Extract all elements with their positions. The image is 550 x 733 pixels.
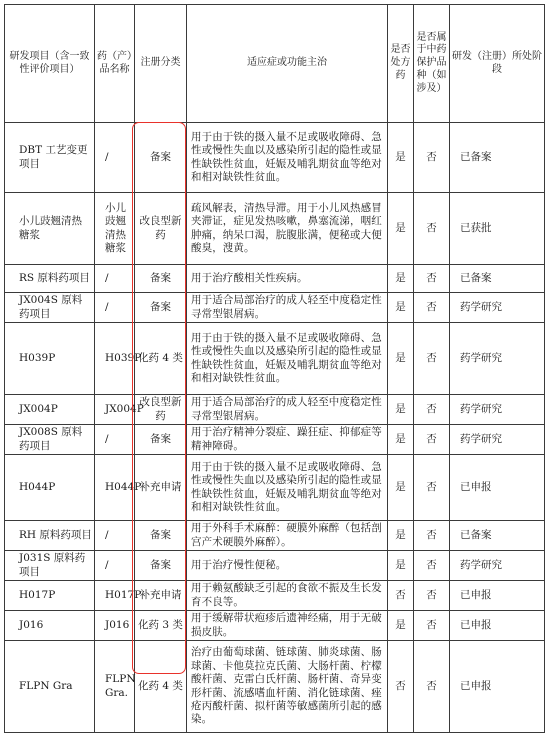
cell-stage: 已申报	[450, 455, 545, 521]
cell-indication: 用于由于铁的摄入量不足或吸收障碍、急性或慢性失血以及感染所引起的隐性或显性缺铁性贫血，妊娠及哺乳期贫血等绝对和相对缺铁性贫血。	[187, 323, 388, 395]
cell-tcm-protection: 否	[414, 395, 450, 425]
cell-product-name: /	[95, 265, 135, 293]
cell-prescription: 是	[388, 395, 414, 425]
cell-indication: 用于由于铁的摄入量不足或吸收障碍、急性或慢性失血以及感染所引起的隐性或显性缺铁性贫血，妊娠及哺乳期贫血等绝对和相对缺铁性贫血。	[187, 455, 388, 521]
cell-tcm-protection: 否	[414, 641, 450, 733]
table-row	[5, 265, 545, 293]
cell-product-name: FLPN Gra.	[95, 641, 135, 733]
cell-prescription: 是	[388, 521, 414, 551]
cell-prescription: 是	[388, 551, 414, 581]
table-row	[5, 455, 545, 521]
cell-prescription: 是	[388, 123, 414, 193]
cell-tcm-protection: 否	[414, 265, 450, 293]
cell-product-name: H039P	[95, 323, 135, 395]
table-body	[5, 123, 545, 733]
cell-product-name: H044P	[95, 455, 135, 521]
cell-indication: 疏风解表，清热导滞。用于小儿风热感冒夹滞证，症见发热咳嗽，鼻塞流涕，咽红肿痛，纳呆口渴，脘腹胀满，便秘或大便酸臭，溲黄。	[187, 193, 388, 265]
cell-indication: 用于外科手术麻醉：硬膜外麻醉（包括剖宫产术硬膜外麻醉）。	[187, 521, 388, 551]
table-row	[5, 425, 545, 455]
cell-indication: 用于由于铁的摄入量不足或吸收障碍、急性或慢性失血以及感染所引起的隐性或显性缺铁性贫血，妊娠及哺乳期贫血等绝对和相对缺铁性贫血。	[187, 123, 388, 193]
cell-tcm-protection: 否	[414, 521, 450, 551]
header-rd-stage: 研发（注册）所处阶段	[450, 5, 545, 123]
cell-stage: 药学研究	[450, 293, 545, 323]
cell-prescription: 是	[388, 293, 414, 323]
cell-indication: 用于适合局部治疗的成人轻至中度稳定性寻常型银屑病。	[187, 395, 388, 425]
header-product-name: 药（产）品名称	[95, 5, 135, 123]
cell-stage: 已获批	[450, 193, 545, 265]
cell-tcm-protection: 否	[414, 193, 450, 265]
cell-product-name: /	[95, 425, 135, 455]
cell-tcm-protection: 否	[414, 455, 450, 521]
table-row	[5, 123, 545, 193]
cell-project: FLPN Gra	[5, 641, 95, 733]
rd-project-table	[4, 4, 545, 733]
cell-project: H039P	[5, 323, 95, 395]
cell-project: J016	[5, 611, 95, 641]
cell-project: DBT 工艺变更项目	[5, 123, 95, 193]
cell-stage: 已备案	[450, 265, 545, 293]
cell-indication: 用于适合局部治疗的成人轻至中度稳定性寻常型银屑病。	[187, 293, 388, 323]
header-indication: 适应症或功能主治	[187, 5, 388, 123]
cell-category: 备案	[135, 521, 187, 551]
table-row	[5, 395, 545, 425]
table-row	[5, 521, 545, 551]
cell-project: 小儿豉翘清热糖浆	[5, 193, 95, 265]
cell-product-name: /	[95, 551, 135, 581]
table-row	[5, 581, 545, 611]
cell-product-name: /	[95, 521, 135, 551]
cell-category: 备案	[135, 293, 187, 323]
cell-indication: 治疗由葡萄球菌、链球菌、肺炎球菌、肠球菌、卡他莫拉克氏菌、大肠杆菌、柠檬酸杆菌、克雷白氏杆菌、肠杆菌、奇异变形杆菌、流感嗜血杆菌、消化链球菌、痤疮丙酸杆菌、拟杆菌等敏感菌所引起的感染。	[187, 641, 388, 733]
cell-project: H044P	[5, 455, 95, 521]
cell-product-name: 小儿豉翘清热糖浆	[95, 193, 135, 265]
cell-prescription: 是	[388, 425, 414, 455]
cell-indication: 用于赖氨酸缺乏引起的食欲不振及生长发育不良等。	[187, 581, 388, 611]
cell-indication: 用于治疗酸相关性疾病。	[187, 265, 388, 293]
cell-project: H017P	[5, 581, 95, 611]
cell-category: 改良型新药	[135, 395, 187, 425]
cell-prescription: 是	[388, 611, 414, 641]
header-prescription: 是否处方药	[388, 5, 414, 123]
cell-prescription: 是	[388, 323, 414, 395]
cell-prescription: 是	[388, 265, 414, 293]
cell-tcm-protection: 否	[414, 123, 450, 193]
cell-tcm-protection: 否	[414, 551, 450, 581]
cell-product-name: J016	[95, 611, 135, 641]
cell-stage: 已备案	[450, 123, 545, 193]
cell-category: 补充申请	[135, 581, 187, 611]
cell-category: 备案	[135, 425, 187, 455]
rd-project-table-container	[4, 4, 544, 733]
header-registration-category: 注册分类	[135, 5, 187, 123]
cell-prescription: 是	[388, 455, 414, 521]
cell-category: 备案	[135, 123, 187, 193]
cell-stage: 已申报	[450, 581, 545, 611]
cell-project: JX008S 原料药项目	[5, 425, 95, 455]
cell-tcm-protection: 否	[414, 323, 450, 395]
cell-category: 补充申请	[135, 455, 187, 521]
cell-category: 化药 4 类	[135, 641, 187, 733]
table-row	[5, 641, 545, 733]
table-header-row	[5, 5, 545, 123]
cell-prescription: 否	[388, 581, 414, 611]
cell-indication: 用于治疗慢性便秘。	[187, 551, 388, 581]
cell-category: 化药 4 类	[135, 323, 187, 395]
cell-indication: 用于缓解带状疱疹后遗神经痛，用于无破损皮肤。	[187, 611, 388, 641]
cell-category: 备案	[135, 265, 187, 293]
cell-project: J031S 原料药项目	[5, 551, 95, 581]
cell-stage: 药学研究	[450, 323, 545, 395]
cell-project: RH 原料药项目	[5, 521, 95, 551]
table-row	[5, 551, 545, 581]
cell-product-name: H017P	[95, 581, 135, 611]
cell-tcm-protection: 否	[414, 293, 450, 323]
cell-tcm-protection: 否	[414, 425, 450, 455]
cell-tcm-protection: 否	[414, 581, 450, 611]
cell-product-name: /	[95, 293, 135, 323]
cell-project: JX004P	[5, 395, 95, 425]
cell-stage: 已申报	[450, 611, 545, 641]
cell-tcm-protection: 否	[414, 611, 450, 641]
cell-product-name: /	[95, 123, 135, 193]
cell-indication: 用于治疗精神分裂症、躁狂症、抑郁症等精神障碍。	[187, 425, 388, 455]
cell-stage: 药学研究	[450, 551, 545, 581]
header-tcm-protection: 是否属于中药保护品种（如涉及）	[414, 5, 450, 123]
cell-prescription: 是	[388, 193, 414, 265]
table-row	[5, 611, 545, 641]
cell-category: 改良型新药	[135, 193, 187, 265]
cell-project: RS 原料药项目	[5, 265, 95, 293]
table-row	[5, 293, 545, 323]
cell-stage: 已备案	[450, 521, 545, 551]
cell-category: 化药 3 类	[135, 611, 187, 641]
cell-category: 备案	[135, 551, 187, 581]
cell-stage: 已申报	[450, 641, 545, 733]
cell-product-name: JX004P	[95, 395, 135, 425]
cell-project: JX004S 原料药项目	[5, 293, 95, 323]
cell-stage: 药学研究	[450, 425, 545, 455]
header-project: 研发项目（含一致性评价项目）	[5, 5, 95, 123]
cell-stage: 药学研究	[450, 395, 545, 425]
table-row	[5, 323, 545, 395]
cell-prescription: 否	[388, 641, 414, 733]
table-row	[5, 193, 545, 265]
